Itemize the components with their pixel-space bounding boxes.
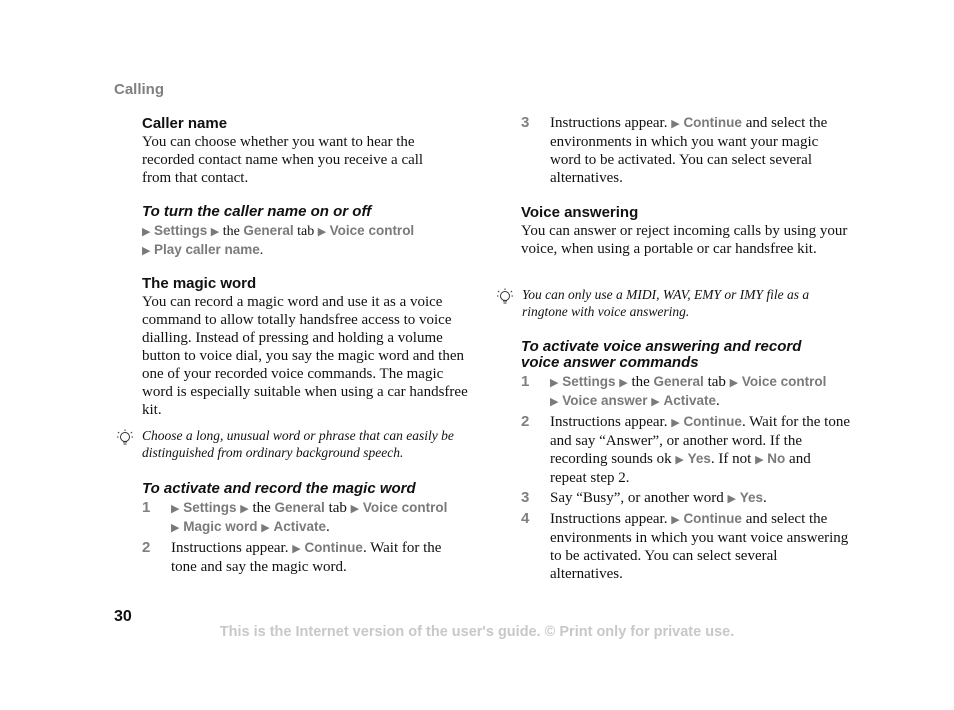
step-number: 1	[142, 499, 151, 516]
step-text: . If not	[710, 451, 752, 467]
step-text: and repeat step 2.	[550, 451, 811, 486]
page-number: 30	[114, 608, 132, 625]
arrow-right-icon: ▶	[292, 543, 301, 555]
nav-text: tab	[328, 500, 347, 516]
step-text: Instructions appear.	[550, 115, 668, 131]
menu-magic-word: Magic word	[183, 519, 258, 534]
step-text: and select the environments in which you want voice answering to be activated. You can select several alternatives.	[550, 511, 849, 582]
activate-magic-heading: To activate and record the magic word	[142, 480, 416, 497]
step-number: 2	[521, 413, 530, 430]
arrow-right-icon: ▶	[755, 454, 764, 466]
step-number: 3	[521, 489, 530, 506]
step-text: .	[762, 490, 767, 506]
step-text: Say “Busy”, or another word	[550, 490, 724, 506]
caller-name-body: You can choose whether you want to hear the recorded contact name when you receive a call from that contact.	[142, 134, 424, 186]
step-2	[142, 539, 463, 576]
arrow-right-icon: ▶	[651, 396, 660, 408]
turn-on-off-heading: To turn the caller name on or off	[142, 203, 372, 220]
arrow-right-icon: ▶	[550, 377, 559, 389]
arrow-right-icon: ▶	[350, 503, 360, 515]
step-number: 2	[142, 539, 151, 556]
nav-text: .	[325, 519, 330, 535]
nav-text: .	[716, 393, 720, 409]
menu-voice-control: Voice control	[741, 374, 827, 389]
arrow-right-icon: ▶	[142, 226, 151, 238]
menu-play-caller-name: Play caller name	[153, 242, 260, 257]
turn-on-off-nav	[142, 222, 472, 260]
nav-text: tab	[297, 224, 315, 239]
step-text: . Wait for the tone and say “Answer”, or another word. If the recording sounds ok	[550, 414, 851, 467]
tip-box	[114, 427, 474, 461]
step-number: 1	[521, 373, 530, 390]
step-4	[521, 510, 850, 583]
step-text: and select the environments in which you want your magic word to be activated. You can select several alternatives.	[550, 115, 828, 186]
step-number: 4	[521, 510, 530, 527]
arrow-right-icon: ▶	[142, 245, 151, 257]
arrow-right-icon: ▶	[550, 396, 559, 408]
menu-general: General	[243, 223, 294, 238]
magic-word-body: You can record a magic word and use it as a voice command to allow totally handsfree access to voice dialling. Instead of pressing and holding a volume button to voice dial, you say the magic word and then one of your recorded voice commands. The magic word is especially suitable when using a car handsfree kit.	[142, 294, 468, 418]
lightbulb-icon	[496, 288, 514, 308]
magic-word-heading: The magic word	[142, 275, 257, 292]
arrow-right-icon: ▶	[317, 226, 327, 238]
arrow-right-icon: ▶	[171, 503, 180, 515]
arrow-right-icon: ▶	[240, 503, 249, 515]
right-column	[521, 114, 851, 258]
caller-name-heading: Caller name	[142, 115, 228, 132]
arrow-right-icon: ▶	[671, 514, 680, 526]
arrow-right-icon: ▶	[671, 417, 680, 429]
menu-settings: Settings	[562, 374, 616, 389]
step-text: Instructions appear.	[550, 511, 668, 527]
menu-voice-control: Voice control	[329, 223, 415, 238]
arrow-right-icon: ▶	[671, 118, 680, 130]
step-text: Instructions appear.	[550, 414, 668, 430]
step-text: Instructions appear.	[171, 540, 289, 556]
voice-answering-heading: Voice answering	[521, 204, 639, 221]
arrow-right-icon: ▶	[261, 522, 270, 534]
nav-text: tab	[707, 374, 726, 390]
arrow-right-icon: ▶	[729, 377, 739, 389]
nav-text: the	[222, 224, 240, 239]
arrow-right-icon: ▶	[675, 454, 684, 466]
tip-text: You can only use a MIDI, WAV, EMY or IMY file as a ringtone with voice answering.	[522, 287, 810, 319]
menu-yes: Yes	[739, 490, 763, 505]
arrow-right-icon: ▶	[619, 377, 628, 389]
menu-continue: Continue	[683, 414, 742, 429]
activate-voice-section	[521, 339, 851, 583]
menu-yes: Yes	[687, 451, 711, 466]
menu-continue: Continue	[683, 511, 742, 526]
step-3	[521, 114, 850, 187]
menu-continue: Continue	[304, 540, 363, 555]
menu-voice-control: Voice control	[362, 500, 448, 515]
menu-general: General	[653, 374, 704, 389]
menu-activate: Activate	[273, 519, 326, 534]
footer-notice: This is the Internet version of the user's guide. © Print only for private use.	[219, 624, 735, 640]
step-2	[521, 413, 850, 487]
arrow-right-icon: ▶	[171, 522, 180, 534]
step-1	[142, 499, 472, 537]
lightbulb-icon	[116, 429, 134, 449]
menu-general: General	[274, 500, 325, 515]
voice-answering-body: You can answer or reject incoming calls by using your voice, when using a portable or car handsfree kit.	[521, 223, 848, 257]
menu-activate: Activate	[663, 393, 717, 408]
step-number: 3	[521, 114, 530, 131]
section-title: Calling	[114, 81, 165, 98]
activate-magic-section	[142, 481, 472, 576]
tip-text: Choose a long, unusual word or phrase that can easily be distinguished from ordinary background speech.	[142, 428, 454, 460]
menu-settings: Settings	[153, 223, 208, 238]
nav-text: the	[631, 374, 650, 390]
arrow-right-icon: ▶	[210, 226, 220, 238]
step-1	[521, 373, 851, 411]
menu-settings: Settings	[183, 500, 237, 515]
step-text: . Wait for the tone and say the magic word.	[171, 540, 442, 575]
menu-continue: Continue	[683, 115, 742, 130]
menu-no: No	[767, 451, 786, 466]
menu-voice-answer: Voice answer	[562, 393, 648, 408]
left-column	[142, 114, 472, 419]
tip-box	[494, 286, 844, 320]
nav-text: .	[259, 243, 264, 258]
nav-text: the	[252, 500, 271, 516]
arrow-right-icon: ▶	[727, 493, 736, 505]
step-3	[521, 489, 851, 508]
activate-voice-heading: To activate voice answering and record voice answer commands	[521, 338, 802, 371]
